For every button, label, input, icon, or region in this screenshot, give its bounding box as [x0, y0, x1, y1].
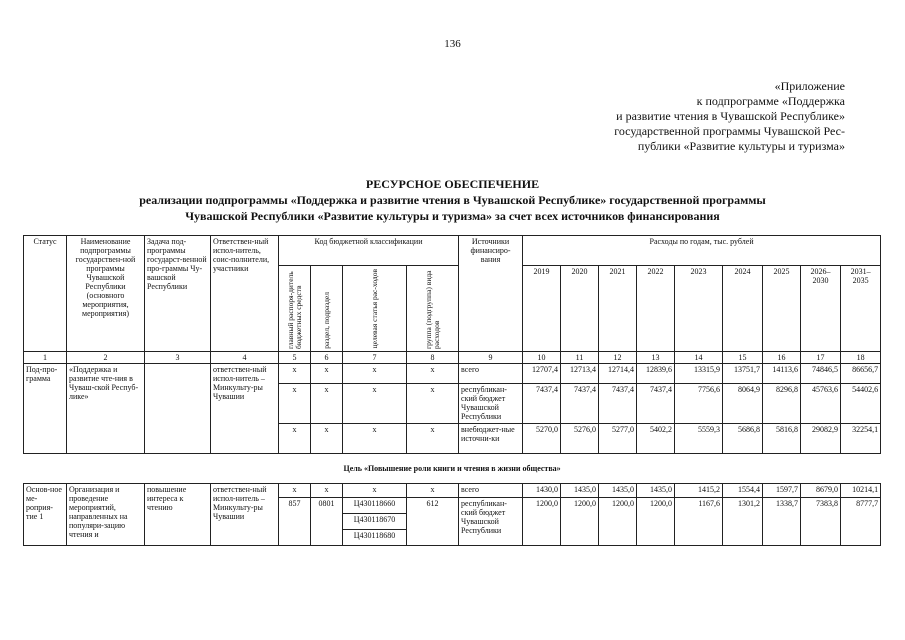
cell-target: Ц430118670	[343, 513, 407, 529]
subprogram-status: Под-про-грамма	[24, 363, 67, 453]
resource-table	[23, 235, 881, 546]
header-section: раздел, подраздел	[311, 265, 343, 351]
cell-source: всего	[459, 363, 523, 383]
cell-target: x	[343, 383, 407, 423]
cell-value: 5686,8	[723, 423, 763, 453]
cell-value: 13315,9	[675, 363, 723, 383]
header-year: 2019	[523, 265, 561, 351]
header-sources: Источники финансиро-вания	[459, 236, 523, 266]
cell-group: x	[407, 383, 459, 423]
header-responsible: Ответствен-ный испол-нитель, соис-полнители, участники	[211, 236, 279, 352]
event-task: повышение интереса к чтению	[145, 483, 211, 545]
cell-value: 12714,4	[599, 363, 637, 383]
col-number: 8	[407, 351, 459, 363]
cell-value: 12707,4	[523, 363, 561, 383]
subprogram-name: «Поддержка и развитие чте-ния в Чуваш-ской Респуб-лике»	[67, 363, 145, 453]
cell-value: 5816,8	[763, 423, 801, 453]
appendix-line-1: «Приложение	[774, 79, 845, 93]
cell-value: 7437,4	[637, 383, 675, 423]
cell-value: 14113,6	[763, 363, 801, 383]
cell-value: 5559,3	[675, 423, 723, 453]
header-budget-code: Код бюджетной классификации	[279, 236, 459, 266]
col-number: 18	[841, 351, 881, 363]
cell-source: республикан-ский бюджет Чувашской Республики	[459, 497, 523, 545]
header-name: Наименование подпрограммы государствен-ной программы Чувашской Республики (основного мероприятия, мероприятия)	[67, 236, 145, 352]
header-year: 2022	[637, 265, 675, 351]
col-number: 12	[599, 351, 637, 363]
subprogram-task	[145, 363, 211, 453]
cell-value: 7383,8	[801, 497, 841, 545]
col-number: 3	[145, 351, 211, 363]
header-expenses: Расходы по годам, тыс. рублей	[523, 236, 881, 266]
cell-value: 7437,4	[561, 383, 599, 423]
cell-section: x	[311, 363, 343, 383]
cell-section: x	[311, 423, 343, 453]
col-number: 10	[523, 351, 561, 363]
cell-value: 74846,5	[801, 363, 841, 383]
col-number: 11	[561, 351, 599, 363]
goal-row	[24, 453, 881, 483]
cell-source: внебюджет-ные источни-ки	[459, 423, 523, 453]
cell-value: 54402,6	[841, 383, 881, 423]
header-year: 2031–2035	[841, 265, 881, 351]
header-row-1	[24, 236, 881, 266]
cell-group: x	[407, 423, 459, 453]
cell-source: всего	[459, 483, 523, 497]
cell-value: 7437,4	[599, 383, 637, 423]
cell-value: 1430,0	[523, 483, 561, 497]
cell-value: 1338,7	[763, 497, 801, 545]
col-number: 9	[459, 351, 523, 363]
appendix-line-2: к подпрограмме «Поддержка	[696, 94, 845, 108]
cell-value: 1597,7	[763, 483, 801, 497]
header-status: Статус	[24, 236, 67, 352]
cell-value: 7437,4	[523, 383, 561, 423]
cell-value: 1415,2	[675, 483, 723, 497]
cell-group: 612	[407, 497, 459, 545]
header-year: 2023	[675, 265, 723, 351]
cell-value: 5270,0	[523, 423, 561, 453]
col-number: 15	[723, 351, 763, 363]
cell-value: 1435,0	[599, 483, 637, 497]
header-task: Задача под-программы государст-венной про-граммы Чу-вашской Республики	[145, 236, 211, 352]
cell-value: 8296,8	[763, 383, 801, 423]
cell-value: 1435,0	[561, 483, 599, 497]
cell-value: 8777,7	[841, 497, 881, 545]
appendix-line-3: и развитие чтения в Чувашской Республике»	[616, 109, 845, 123]
cell-value: 45763,6	[801, 383, 841, 423]
cell-value: 1554,4	[723, 483, 763, 497]
cell-value: 10214,1	[841, 483, 881, 497]
cell-target: Ц430118680	[343, 529, 407, 545]
cell-source: республикан-ский бюджет Чувашской Республики	[459, 383, 523, 423]
header-year: 2024	[723, 265, 763, 351]
cell-grbs: x	[279, 483, 311, 497]
cell-section: 0801	[311, 497, 343, 545]
cell-group: x	[407, 483, 459, 497]
cell-value: 1200,0	[561, 497, 599, 545]
header-year: 2021	[599, 265, 637, 351]
col-number: 7	[343, 351, 407, 363]
col-number: 2	[67, 351, 145, 363]
col-number: 1	[24, 351, 67, 363]
cell-value: 1200,0	[599, 497, 637, 545]
cell-value: 7756,6	[675, 383, 723, 423]
appendix-line-4: государственной программы Чувашской Рес-	[614, 124, 845, 138]
cell-target: x	[343, 483, 407, 497]
header-year: 2025	[763, 265, 801, 351]
col-number: 16	[763, 351, 801, 363]
cell-value: 5276,0	[561, 423, 599, 453]
cell-value: 5402,2	[637, 423, 675, 453]
cell-grbs: 857	[279, 497, 311, 545]
col-number: 5	[279, 351, 311, 363]
cell-value: 32254,1	[841, 423, 881, 453]
cell-value: 8064,9	[723, 383, 763, 423]
event-name: Организация и проведение мероприятий, направленных на популяри-зацию чтения и	[67, 483, 145, 545]
cell-grbs: x	[279, 383, 311, 423]
cell-value: 86656,7	[841, 363, 881, 383]
header-target: целевая статья рас-ходов	[343, 265, 407, 351]
cell-value: 1301,2	[723, 497, 763, 545]
page-number: 136	[444, 38, 461, 50]
cell-section: x	[311, 483, 343, 497]
cell-target: x	[343, 363, 407, 383]
cell-value: 8679,0	[801, 483, 841, 497]
subprogram-responsible: ответствен-ный испол-нитель – Минкульту-ры Чувашии	[211, 363, 279, 453]
cell-value: 12713,4	[561, 363, 599, 383]
appendix-line-5: публики «Развитие культуры и туризма»	[637, 139, 845, 153]
col-number: 6	[311, 351, 343, 363]
cell-value: 1200,0	[637, 497, 675, 545]
col-number: 13	[637, 351, 675, 363]
cell-value: 12839,6	[637, 363, 675, 383]
cell-value: 1167,6	[675, 497, 723, 545]
cell-grbs: x	[279, 423, 311, 453]
cell-value: 1200,0	[523, 497, 561, 545]
cell-value: 29082,9	[801, 423, 841, 453]
header-group: группа (подгруппа) вида расходов	[407, 265, 459, 351]
doc-subtitle-1: реализации подпрограммы «Поддержка и развитие чтения в Чувашской Республике» государственной программы	[139, 193, 766, 207]
header-grbs: главный распоря-дитель бюджетных средств	[279, 265, 311, 351]
header-year: 2026–2030	[801, 265, 841, 351]
table-row	[24, 483, 881, 497]
goal-text: Цель «Повышение роли книги и чтения в жизни общества»	[24, 453, 881, 483]
column-number-row	[24, 351, 881, 363]
doc-subtitle-2: Чувашской Республики «Развитие культуры и туризма» за счет всех источников финансирования	[185, 209, 720, 223]
doc-title: РЕСУРСНОЕ ОБЕСПЕЧЕНИЕ	[365, 177, 540, 191]
header-sources-cont	[459, 265, 523, 351]
event-status: Основ-ное ме-роприя-тие 1	[24, 483, 67, 545]
cell-value: 5277,0	[599, 423, 637, 453]
col-number: 17	[801, 351, 841, 363]
cell-grbs: x	[279, 363, 311, 383]
cell-section: x	[311, 383, 343, 423]
cell-group: x	[407, 363, 459, 383]
header-year: 2020	[561, 265, 599, 351]
col-number: 4	[211, 351, 279, 363]
col-number: 14	[675, 351, 723, 363]
cell-value: 1435,0	[637, 483, 675, 497]
event-responsible: ответствен-ный испол-нитель – Минкульту-ры Чувашии	[211, 483, 279, 545]
table-row	[24, 363, 881, 383]
cell-target: x	[343, 423, 407, 453]
cell-target: Ц430118660	[343, 497, 407, 513]
cell-value: 13751,7	[723, 363, 763, 383]
